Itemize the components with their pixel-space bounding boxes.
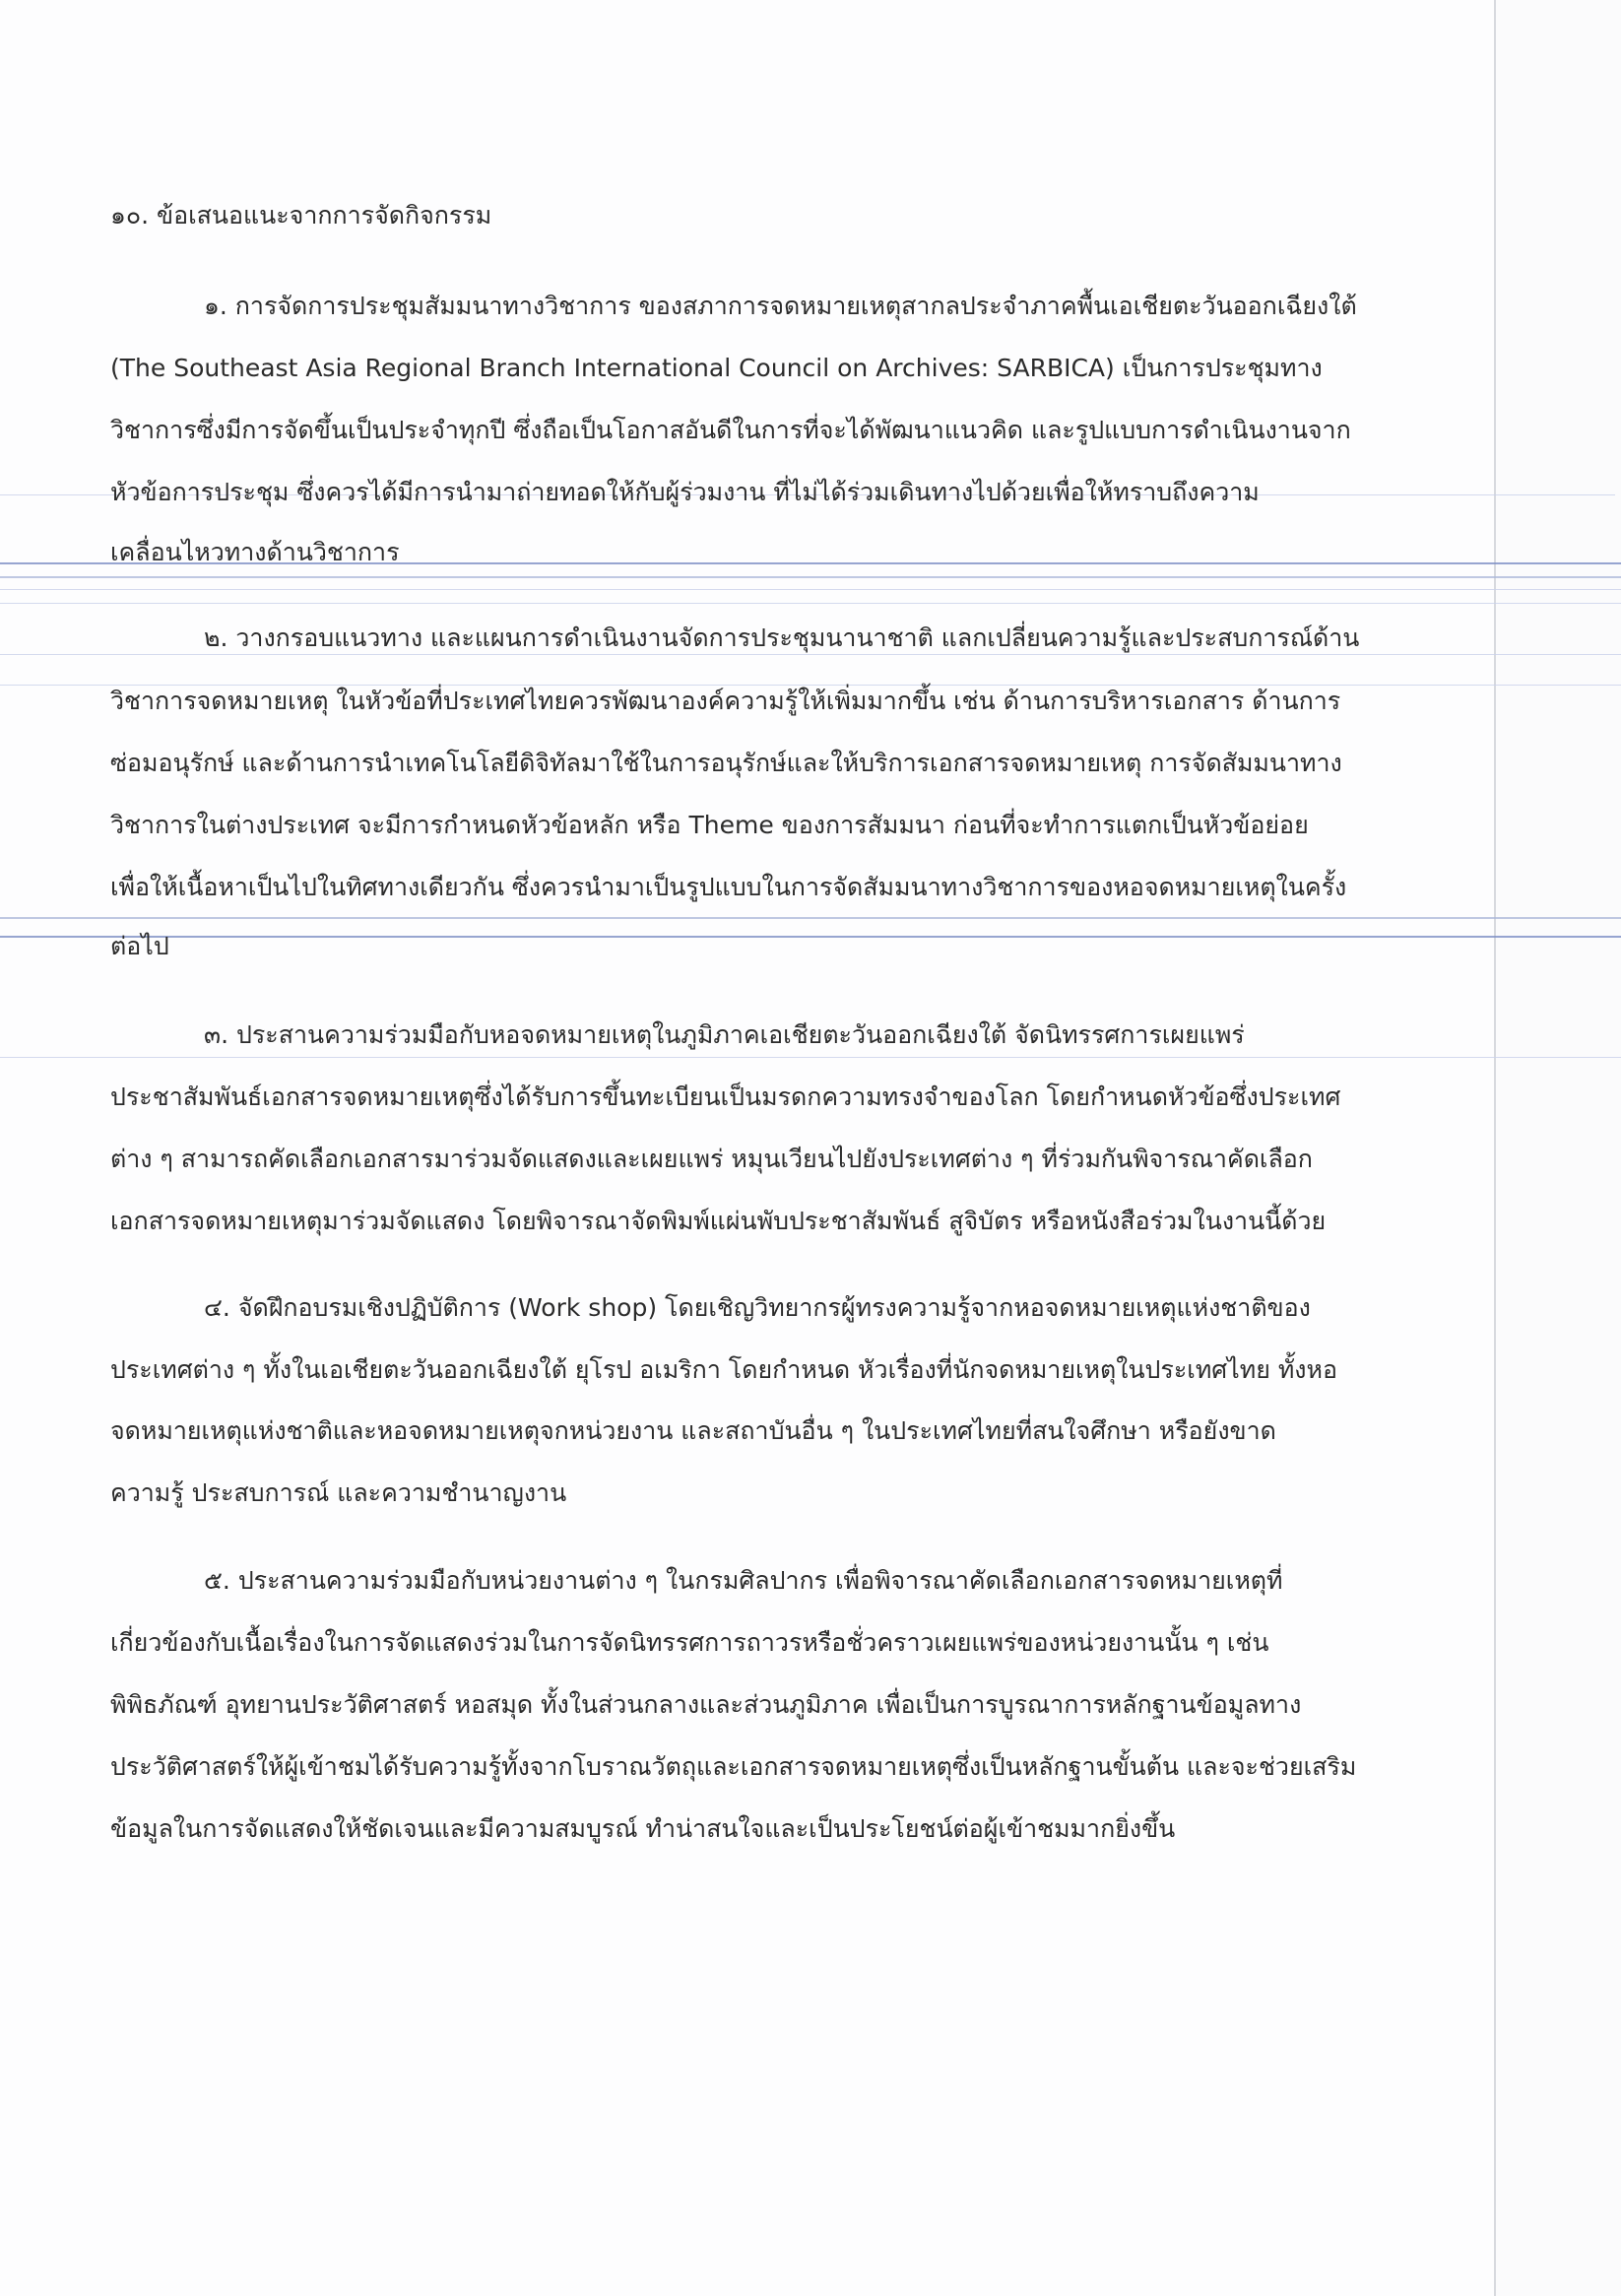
paragraph-5-line-5: ข้อมูลในการจัดแสดงให้ชัดเจนและมีความสมบูรณ์ ทำน่าสนใจและเป็นประโยชน์ต่อผู้เข้าชมมากยิ่งขึ้น xyxy=(110,1814,1176,1843)
scan-streak xyxy=(0,917,1621,919)
paragraph-4-line-1: ๔. จัดฝึกอบรมเชิงปฏิบัติการ (Work shop) โดยเชิญวิทยากรผู้ทรงความรู้จากหอจดหมายเหตุแห่งชาติของ xyxy=(204,1293,1311,1322)
paragraph-4-line-3: จดหมายเหตุแห่งชาติและหอจดหมายเหตุจกหน่วยงาน และสถาบันอื่น ๆ ในประเทศไทยที่สนใจศึกษา หรือยังขาด xyxy=(110,1416,1276,1445)
paragraph-3-line-2: ประชาสัมพันธ์เอกสารจดหมายเหตุซึ่งได้รับการขึ้นทะเบียนเป็นมรดกความทรงจำของโลก โดยกำหนดหัวข้อซึ่งประเทศ xyxy=(110,1082,1341,1111)
scan-streak xyxy=(0,589,1621,590)
scan-streak xyxy=(0,603,1621,604)
paragraph-5-line-4: ประวัติศาสตร์ให้ผู้เข้าชมได้รับความรู้ทั้งจากโบราณวัตถุและเอกสารจดหมายเหตุซึ่งเป็นหลักฐานขั้นต้น และจะช่วยเสริม xyxy=(110,1752,1357,1781)
scan-streak xyxy=(0,1057,1621,1058)
paragraph-5-line-1: ๕. ประสานความร่วมมือกับหน่วยงานต่าง ๆ ในกรมศิลปากร เพื่อพิจารณาคัดเลือกเอกสารจดหมายเหตุที่ xyxy=(204,1566,1283,1595)
paragraph-4-line-4: ความรู้ ประสบการณ์ และความชำนาญงาน xyxy=(110,1478,567,1507)
paragraph-5-line-2: เกี่ยวข้องกับเนื้อเรื่องในการจัดแสดงร่วมในการจัดนิทรรศการถาวรหรือชั่วคราวเผยแพร่ของหน่วยงานนั้น ๆ เช่น xyxy=(110,1628,1269,1657)
paragraph-5-line-3: พิพิธภัณฑ์ อุทยานประวัติศาสตร์ หอสมุด ทั้งในส่วนกลางและส่วนภูมิภาค เพื่อเป็นการบูรณาการหลักฐานข้อมูลทาง xyxy=(110,1690,1302,1719)
paragraph-2-line-4: วิชาการในต่างประเทศ จะมีการกำหนดหัวข้อหลัก หรือ Theme ของการสัมมนา ก่อนที่จะทำการแตกเป็นหัวข้อย่อย xyxy=(110,811,1309,839)
paragraph-2-line-3: ซ่อมอนุรักษ์ และด้านการนำเทคโนโลยีดิจิทัลมาใช้ในการอนุรักษ์และให้บริการเอกสารจดหมายเหตุ การจัดสัมมนาทาง xyxy=(110,749,1342,777)
section-heading: ๑๐. ข้อเสนอแนะจากการจัดกิจกรรม xyxy=(110,201,492,230)
paragraph-1-line-3: วิชาการซึ่งมีการจัดขึ้นเป็นประจำทุกปี ซึ่งถือเป็นโอกาสอันดีในการที่จะได้พัฒนาแนวคิด และรูปแบบการดำเนินงานจาก xyxy=(110,416,1351,444)
paragraph-3-line-3: ต่าง ๆ สามารถคัดเลือกเอกสารมาร่วมจัดแสดงและเผยแพร่ หมุนเวียนไปยังประเทศต่าง ๆ ที่ร่วมกันพิจารณาคัดเลือก xyxy=(110,1145,1313,1173)
paragraph-2-line-1: ๒. วางกรอบแนวทาง และแผนการดำเนินงานจัดการประชุมนานาชาติ แลกเปลี่ยนความรู้และประสบการณ์ด้าน xyxy=(204,623,1360,652)
paragraph-1-line-4: หัวข้อการประชุม ซึ่งควรได้มีการนำมาถ่ายทอดให้กับผู้ร่วมงาน ที่ไม่ได้ร่วมเดินทางไปด้วยเพื่อให้ทราบถึงความ xyxy=(110,478,1260,506)
scan-streak xyxy=(0,685,1621,686)
paragraph-1-line-5: เคลื่อนไหวทางด้านวิชาการ xyxy=(110,538,400,566)
paragraph-2-line-2: วิชาการจดหมายเหตุ ในหัวข้อที่ประเทศไทยควรพัฒนาองค์ความรู้ให้เพิ่มมากขึ้น เช่น ด้านการบริหารเอกสาร ด้านการ xyxy=(110,687,1341,715)
scan-streak xyxy=(0,936,1621,938)
scan-margin xyxy=(1496,0,1621,2296)
paragraph-1-line-2: (The Southeast Asia Regional Branch International Council on Archives: SARBICA) เป็นการประชุมทาง xyxy=(110,354,1323,382)
paragraph-4-line-2: ประเทศต่าง ๆ ทั้งในเอเชียตะวันออกเฉียงใต้ ยุโรป อเมริกา โดยกำหนด หัวเรื่องที่นักจดหมายเหตุในประเทศไทย ทั้งหอ xyxy=(110,1355,1337,1384)
scan-edge-line xyxy=(1494,0,1496,2296)
paragraph-3-line-1: ๓. ประสานความร่วมมือกับหอจดหมายเหตุในภูมิภาคเอเชียตะวันออกเฉียงใต้ จัดนิทรรศการเผยแพร่ xyxy=(204,1020,1245,1049)
paragraph-2-line-5: เพื่อให้เนื้อหาเป็นไปในทิศทางเดียวกัน ซึ่งควรนำมาเป็นรูปแบบในการจัดสัมมนาทางวิชาการของหอจดหมายเหตุในครั้ง xyxy=(110,873,1347,901)
paragraph-3-line-4: เอกสารจดหมายเหตุมาร่วมจัดแสดง โดยพิจารณาจัดพิมพ์แผ่นพับประชาสัมพันธ์ สูจิบัตร หรือหนังสือร่วมในงานนี้ด้วย xyxy=(110,1207,1327,1235)
scan-streak xyxy=(0,576,1621,578)
paragraph-1-line-1: ๑. การจัดการประชุมสัมมนาทางวิชาการ ของสภาการจดหมายเหตุสากลประจำภาคพื้นเอเชียตะวันออกเฉียงใต้ xyxy=(204,292,1357,320)
scan-streak xyxy=(0,654,1621,655)
paragraph-2-line-6: ต่อไป xyxy=(110,932,169,960)
